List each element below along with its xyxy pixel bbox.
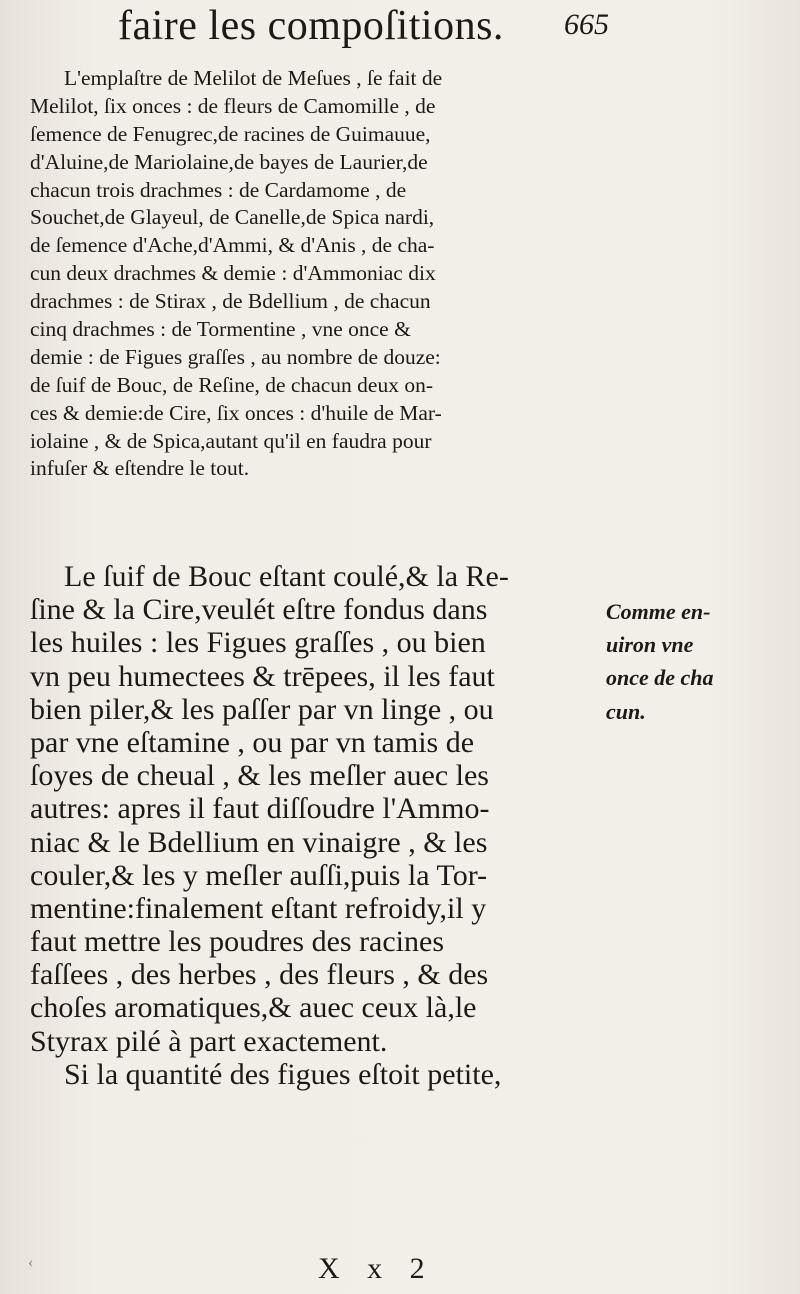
text-line: ſoyes de cheual , & les meſler auec les: [30, 759, 489, 793]
text-line: ſine & la Cire,veulét eſtre fondus dans: [30, 593, 488, 627]
text-line: faut mettre les poudres des racines: [30, 925, 445, 959]
text-line: vn peu humectees & trēpees, il les faut: [30, 659, 495, 693]
text-line: Si la quantité des figues eſtoit petite,: [64, 1057, 502, 1091]
text-line: Le ſuif de Bouc eſtant coulé,& la Re-: [64, 560, 509, 593]
text-line: faſſees , des herbes , des fleurs , & des: [30, 958, 489, 992]
text-line: infuſer & eſtendre le tout.: [30, 456, 250, 481]
method-paragraph: [30, 560, 610, 1091]
text-line: de ſuif de Bouc, de Reſine, de chacun deux on-: [30, 372, 433, 397]
text-line: cun deux drachmes & demie : d'Ammoniac dix: [30, 261, 436, 286]
marginal-note: [606, 595, 796, 728]
text-line: par vne eſtamine , ou par vn tamis de: [30, 725, 475, 759]
text-line: drachmes : de Stirax , de Bdellium , de chacun: [30, 289, 431, 314]
text-line: les huiles : les Figues graſſes , ou bien: [30, 626, 486, 660]
text-line: d'Aluine,de Mariolaine,de bayes de Laurier,de: [30, 149, 428, 174]
ink-speck: ‹: [28, 1254, 34, 1271]
recipe-paragraph: [30, 65, 595, 483]
text-line: Souchet,de Glayeul, de Canelle,de Spica nardi,: [30, 205, 435, 230]
page-number: 665: [564, 8, 609, 41]
running-head: [118, 2, 678, 54]
text-line: demie : de Figues graſſes , au nombre de douze:: [30, 344, 441, 369]
text-line: ces & demie:de Cire, ſix onces : d'huile de Mar-: [30, 400, 442, 425]
text-line: Styrax pilé à part exactement.: [30, 1024, 388, 1058]
text-line: L'emplaſtre de Melilot de Meſues , ſe fait de: [64, 66, 443, 90]
text-line: couler,& les y meſler auſſi,puis la Tor-: [30, 858, 488, 892]
text-line: niac & le Bdellium en vinaigre , & les: [30, 825, 488, 859]
text-line: de ſemence d'Ache,d'Ammi, & d'Anis , de cha-: [30, 233, 435, 258]
text-line: ſemence de Fenugrec,de racines de Guimauue,: [30, 121, 431, 146]
running-title: faire les compoſitions.: [118, 3, 504, 49]
marginal-note-line: cun.: [606, 698, 646, 724]
text-line: Melilot, ſix onces : de fleurs de Camomille , de: [30, 93, 436, 118]
marginal-note-line: Comme en-: [606, 599, 711, 624]
text-line: mentine:finalement eſtant refroidy,il y: [30, 891, 487, 925]
marginal-note-line: once de cha: [606, 665, 714, 691]
text-line: chacun trois drachmes : de Cardamome , de: [30, 177, 407, 202]
signature-mark: X x 2: [318, 1252, 435, 1285]
text-line: iolaine , & de Spica,autant qu'il en faudra pour: [30, 428, 432, 453]
text-line: cinq drachmes : de Tormentine , vne once &: [30, 317, 411, 342]
text-line: choſes aromatiques,& auec ceux là,le: [30, 991, 477, 1025]
text-line: bien piler,& les paſſer par vn linge , ou: [30, 692, 494, 726]
marginal-note-line: uiron vne: [606, 632, 694, 658]
text-line: autres: apres il faut diſſoudre l'Ammo-: [30, 792, 490, 826]
